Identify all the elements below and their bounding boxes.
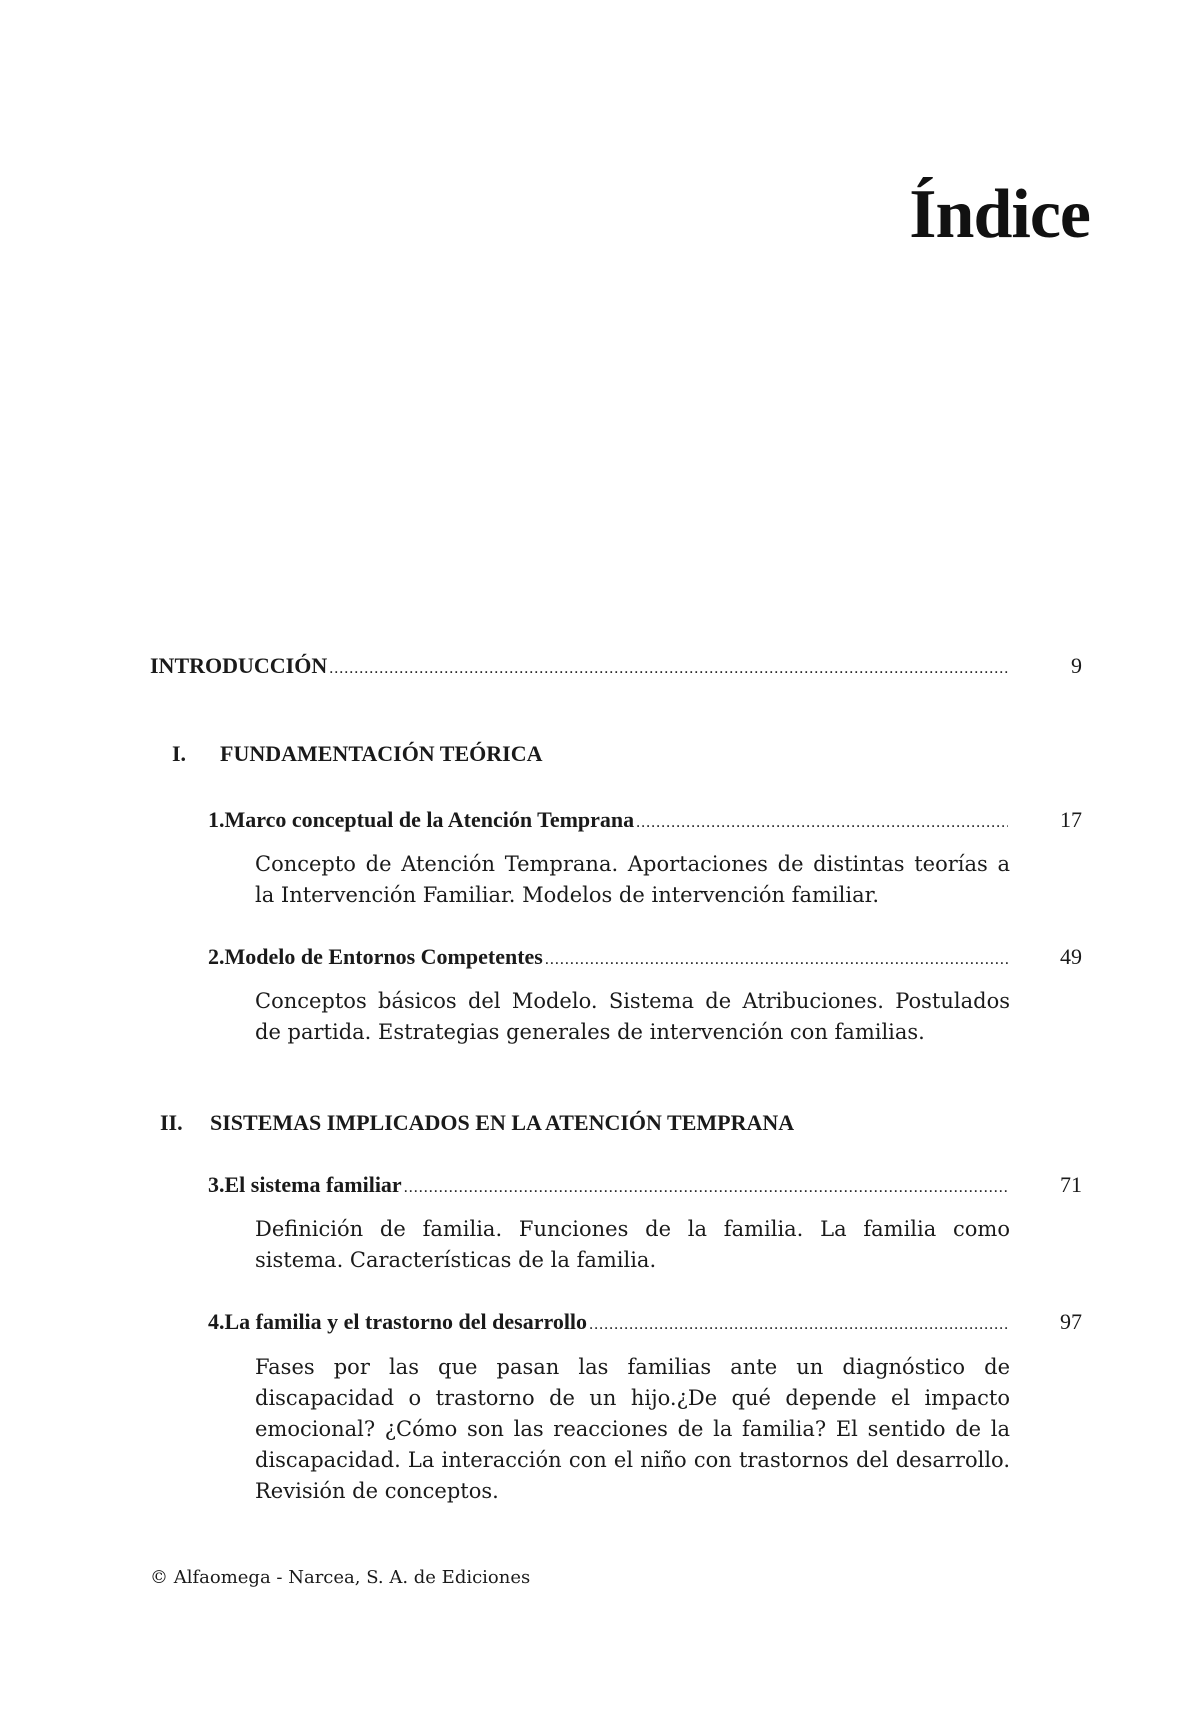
- chapter-number: 3.: [208, 1172, 225, 1197]
- toc-entry-chapter[interactable]: [208, 806, 1008, 837]
- part-title: SISTEMAS IMPLICADOS EN LA ATENCIÓN TEMPRANA: [210, 1110, 795, 1135]
- toc-part-heading: [160, 1109, 794, 1137]
- toc-page-number: 9: [1071, 653, 1082, 678]
- chapter-description: Fases por las que pasan las familias ante un diagnóstico de discapacidad o trastorno de un hijo.¿De qué depende el impacto emocional? ¿Cómo son las reacciones de la familia? El sentido de la discapacidad. La interacción con el niño con trastornos del desarrollo. Revisión de conceptos.: [255, 1355, 1010, 1503]
- page-title: Índice: [909, 176, 1090, 253]
- part-roman-numeral: II.: [160, 1110, 183, 1135]
- toc-page-number: 97: [1060, 1309, 1082, 1334]
- part-title: FUNDAMENTACIÓN TEÓRICA: [220, 741, 543, 766]
- toc-entry-chapter[interactable]: [208, 1308, 1008, 1339]
- dot-leader: [545, 946, 1008, 974]
- chapter-title: El sistema familiar: [224, 1172, 402, 1197]
- dot-leader: [589, 1311, 1008, 1339]
- chapter-description: Conceptos básicos del Modelo. Sistema de Atribuciones. Postulados de partida. Estrategias generales de intervención con familias.: [255, 989, 1010, 1044]
- toc-entry-introduccion[interactable]: [150, 652, 1008, 683]
- chapter-description: Concepto de Atención Temprana. Aportaciones de distintas teorías a la Intervención Familiar. Modelos de intervención familiar.: [255, 852, 1010, 907]
- part-roman-numeral: I.: [172, 741, 187, 766]
- toc-part-heading: [172, 740, 542, 768]
- chapter-title: La familia y el trastorno del desarrollo: [224, 1309, 588, 1334]
- chapter-title: Modelo de Entornos Competentes: [224, 944, 543, 969]
- chapter-number: 2.: [208, 944, 225, 969]
- chapter-title: Marco conceptual de la Atención Temprana: [224, 807, 635, 832]
- chapter-number: 1.: [208, 807, 225, 832]
- chapter-description: Definición de familia. Funciones de la familia. La familia como sistema. Características de la familia.: [255, 1217, 1010, 1272]
- dot-leader: [404, 1174, 1008, 1202]
- copyright-footer: © Alfaomega - Narcea, S. A. de Ediciones: [150, 1567, 531, 1588]
- toc-entry-title: INTRODUCCIÓN: [150, 653, 328, 678]
- chapter-number: 4.: [208, 1309, 225, 1334]
- toc-entry-chapter[interactable]: [208, 1171, 1008, 1202]
- dot-leader: [329, 655, 1008, 683]
- toc-entry-chapter[interactable]: [208, 943, 1008, 974]
- toc-page-number: 49: [1060, 944, 1082, 969]
- toc-page-number: 17: [1060, 807, 1082, 832]
- dot-leader: [636, 809, 1008, 837]
- toc-page-number: 71: [1060, 1172, 1082, 1197]
